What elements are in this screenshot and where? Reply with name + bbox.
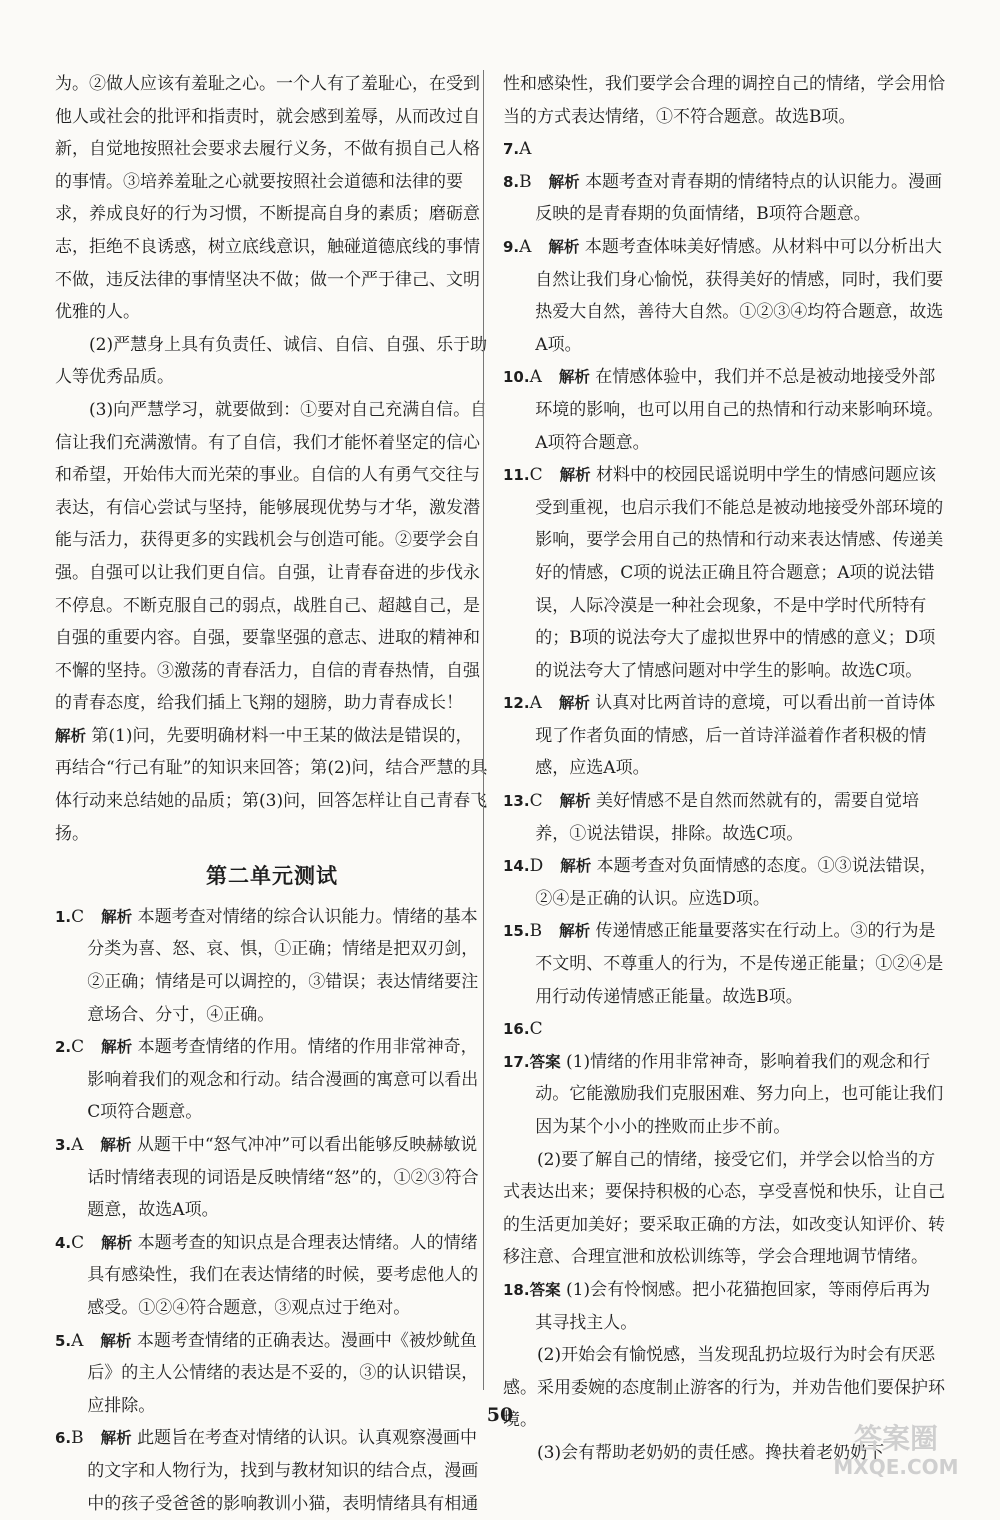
left-answer-list bbox=[55, 901, 489, 1520]
answer-item-9 bbox=[503, 231, 945, 361]
analysis-label: 解析 bbox=[548, 172, 580, 191]
answer-letter: A bbox=[529, 693, 542, 714]
item-number: 18. bbox=[503, 1280, 530, 1299]
item-number: 12. bbox=[503, 694, 530, 713]
analysis-label: 解析 bbox=[100, 1136, 132, 1154]
analysis-label: 解析 bbox=[558, 368, 590, 387]
item-number: 3. bbox=[55, 1136, 72, 1154]
analysis-label: 解析 bbox=[101, 907, 133, 926]
analysis-text: 本题考查对负面情感的态度。①③说法错误，②④是正确的认识。应选D项。 bbox=[535, 856, 937, 909]
analysis-label: 解析 bbox=[559, 466, 591, 485]
intro-paragraph-1: 为。②做人应该有羞耻之心。一个人有了羞耻心，在受到他人或社会的批评和指责时，就会感到羞辱，从而改过自新，自觉地按照社会要求去履行义务，不做有损自己人格的事情。③培养羞耻之心就要按照社会道德和法律的要求，养成良好的行为习惯，不断提高自身的素质；磨砺意志，拒绝不良诱惑，树立底线意识，触碰道德底线的事情不做，违反法律的事情坚决不做；做一个严于律己、文明优雅的人。 bbox=[55, 74, 480, 323]
answer-17-part-1: (1)情绪的作用非常神奇，影响着我们的观念和行动。它能激励我们克服困难、努力向上，也可能让我们因为某个小小的挫败而止步不前。 bbox=[535, 1051, 944, 1137]
answer-letter: B bbox=[529, 921, 543, 942]
analysis-text: 本题考查情绪的作用。情绪的作用非常神奇，影响着我们的观念和行动。结合漫画的寓意可以看出C项符合题意。 bbox=[87, 1037, 479, 1123]
answer-item-14 bbox=[503, 850, 945, 915]
analysis-label: 解析 bbox=[100, 1331, 132, 1350]
answer-18-part-1: (1)会有怜悯感。把小花猫抱回家，等雨停后再为其寻找主人。 bbox=[535, 1279, 931, 1333]
item-number: 2. bbox=[55, 1038, 72, 1057]
answer-letter: B bbox=[519, 171, 532, 192]
item-number: 10. bbox=[503, 368, 530, 387]
answer-item-6 bbox=[55, 1422, 489, 1520]
answer-letter: A bbox=[529, 367, 542, 388]
watermark-top: 答案圈 bbox=[853, 1422, 939, 1455]
answer-item-10 bbox=[503, 361, 945, 459]
item-number: 9. bbox=[503, 237, 520, 256]
analysis-text: 从题干中“怒气冲冲”可以看出能够反映赫敏说话时情绪表现的词语是反映情绪“怒”的，①②③符合题意，故选A项。 bbox=[87, 1135, 479, 1221]
analysis-text: 第(1)问，先要明确材料一中王某的做法是错误的，再结合“行己有耻”的知识来回答；第(2)问，结合严慧的具体行动来总结她的品质；第(3)问，回答怎样让自己青春飞扬。 bbox=[55, 725, 488, 844]
watermark-bottom: MXQE.COM bbox=[833, 1455, 959, 1479]
answer-letter: A bbox=[519, 236, 532, 257]
analysis-label: 解析 bbox=[559, 792, 591, 811]
answer-item-16 bbox=[503, 1013, 945, 1046]
answer-label: 答案 bbox=[529, 1052, 561, 1071]
answer-letter: B bbox=[71, 1428, 84, 1449]
item-number: 6. bbox=[55, 1429, 72, 1448]
analysis-label: 解析 bbox=[101, 1038, 133, 1057]
answer-17-part-2: (2)要了解自己的情绪，接受它们，并学会以恰当的方式表达出来；要保持积极的心态，享受喜悦和快乐，让自己的生活更加美好；要采取正确的方法，如改变认知评价、转移注意、合理宣泄和放松训练等，学会合理地调节情绪。 bbox=[503, 1149, 945, 1268]
continued-paragraph: 性和感染性，我们要学会合理的调控自己的情绪，学会用恰当的方式表达情绪，①不符合题意。故选B项。 bbox=[503, 74, 945, 127]
left-column bbox=[55, 68, 489, 1520]
analysis-text: 本题考查体味美好情感。从材料中可以分析出大自然让我们身心愉悦，获得美好的情感，同时，我们要热爱大自然，善待大自然。①②③④均符合题意，故选A项。 bbox=[535, 236, 944, 355]
answer-item-7 bbox=[503, 133, 945, 166]
answer-letter: C bbox=[71, 1037, 85, 1058]
answer-letter: C bbox=[529, 465, 543, 486]
analysis-text: 传递情感正能量要落实在行动上。③的行为是不文明、不尊重人的行为，不是传递正能量；①②④是用行动传递情感正能量。故选B项。 bbox=[535, 921, 944, 1007]
item-number: 4. bbox=[55, 1233, 72, 1252]
answer-item-13 bbox=[503, 785, 945, 850]
item-number: 17. bbox=[503, 1052, 530, 1071]
item-number: 15. bbox=[503, 922, 530, 941]
analysis-label: 解析 bbox=[548, 237, 580, 256]
answer-item-12 bbox=[503, 687, 945, 785]
answer-item-4 bbox=[55, 1227, 489, 1325]
item-number: 5. bbox=[55, 1331, 72, 1350]
intro-paragraph-3: (3)向严慧学习，就要做到：①要对自己充满自信。自信让我们充满激情。有了自信，我们才能怀着坚定的信心和希望，开始伟大而光荣的事业。自信的人有勇气交往与表达，有信心尝试与坚持，能够展现优势与才华，激发潜能与活力，获得更多的实践机会与创造可能。②要学会自强。自强可以让我们更自信。自强，让青春奋进的步伐永不停息。不断克服自己的弱点，战胜自己、超越自己，是自强的重要内容。自强，要靠坚强的意志、进取的精神和不懈的坚持。③激荡的青春活力，自信的青春热情，自强的青春态度，给我们插上飞翔的翅膀，助力青春成长！ bbox=[55, 399, 488, 714]
analysis-text: 材料中的校园民谣说明中学生的情感问题应该受到重视，也启示我们不能总是被动地接受外部环境的影响，要学会用自己的热情和行动来表达情感、传递美好的情感，C项的说法正确且符合题意；A项的说法错误，人际冷漠是一种社会现象，不是中学时代所特有的；B项的说法夸大了虚拟世界中的情感的意义；D项的说法夸大了情感问题对中学生的影响。故选C项。 bbox=[535, 465, 944, 681]
item-number: 1. bbox=[55, 907, 72, 926]
answer-item-11 bbox=[503, 459, 945, 687]
analysis-text: 本题考查对情绪的综合认识能力。情绪的基本分类为喜、怒、哀、惧，①正确；情绪是把双刃剑，②正确；情绪是可以调控的，③错误；表达情绪要注意场合、分寸，④正确。 bbox=[87, 906, 479, 1025]
answer-letter: C bbox=[529, 1019, 543, 1040]
analysis-label: 解析 bbox=[55, 726, 87, 745]
intro-paragraph-2: (2)严慧身上具有负责任、诚信、自信、自强、乐于助人等优秀品质。 bbox=[55, 334, 488, 388]
page-number: 50 bbox=[486, 1404, 514, 1426]
answer-item-3 bbox=[55, 1129, 489, 1227]
item-number: 8. bbox=[503, 172, 520, 191]
item-number: 11. bbox=[503, 466, 530, 485]
answer-letter: C bbox=[529, 791, 543, 812]
answer-letter: A bbox=[519, 139, 532, 160]
analysis-text: 此题旨在考查对情绪的认识。认真观察漫画中的文字和人物行为，找到与教材知识的结合点，漫画中的孩子受爸爸的影响教训小猫，表明情绪具有相通 bbox=[87, 1428, 479, 1514]
analysis-text: 本题考查对青春期的情绪特点的认识能力。漫画反映的是青春期的负面情绪，B项符合题意。 bbox=[535, 171, 943, 225]
answer-letter: D bbox=[529, 856, 544, 877]
answer-18-part-3: (3)会有帮助老奶奶的责任感。搀扶着老奶奶下 bbox=[537, 1442, 885, 1463]
answer-letter: C bbox=[71, 906, 85, 927]
analysis-label: 解析 bbox=[559, 922, 591, 941]
answer-18-part-2: (2)开始会有愉悦感，当发现乱扔垃圾行为时会有厌恶感。采用委婉的态度制止游客的行为，并劝告他们要保护环境。 bbox=[503, 1345, 945, 1431]
analysis-label: 解析 bbox=[101, 1233, 133, 1252]
answer-item-15 bbox=[503, 915, 945, 1013]
right-answer-list bbox=[503, 133, 945, 1046]
analysis-text: 在情感体验中，我们并不总是被动地接受外部环境的影响，也可以用自己的热情和行动来影响环境。A项符合题意。 bbox=[535, 367, 944, 453]
answer-item-18 bbox=[503, 1274, 945, 1339]
item-number: 14. bbox=[503, 857, 530, 876]
answer-item-1 bbox=[55, 901, 489, 1031]
analysis-text: 本题考查情绪的正确表达。漫画中《被炒鱿鱼后》的主人公情绪的表达是不妥的，③的认识错误，应排除。 bbox=[87, 1330, 479, 1416]
analysis-text: 本题考查的知识点是合理表达情绪。人的情绪具有感染性，我们在表达情绪的时候，要考虑他人的感受。①②④符合题意，③观点过于绝对。 bbox=[87, 1232, 479, 1318]
analysis-text: 认真对比两首诗的意境，可以看出前一首诗体现了作者负面的情感，后一首诗洋溢着作者积极的情感，应选A项。 bbox=[535, 693, 936, 779]
analysis-text: 美好情感不是自然而然就有的，需要自觉培养，①说法错误，排除。故选C项。 bbox=[535, 791, 920, 844]
analysis-paragraph bbox=[55, 720, 489, 850]
column-divider bbox=[483, 70, 484, 1390]
answer-letter: A bbox=[71, 1330, 84, 1351]
right-column bbox=[503, 68, 945, 1470]
analysis-label: 解析 bbox=[100, 1429, 132, 1448]
item-number: 16. bbox=[503, 1020, 530, 1039]
answer-item-2 bbox=[55, 1031, 489, 1129]
answer-letter: C bbox=[71, 1232, 85, 1253]
section-title: 第二单元测试 bbox=[206, 864, 338, 889]
watermark-logo bbox=[806, 1418, 986, 1480]
answer-letter: A bbox=[71, 1135, 84, 1155]
analysis-label: 解析 bbox=[558, 694, 590, 713]
answer-label: 答案 bbox=[529, 1280, 561, 1299]
analysis-label: 解析 bbox=[560, 857, 592, 876]
answer-item-8 bbox=[503, 166, 945, 231]
item-number: 7. bbox=[503, 140, 520, 159]
item-number: 13. bbox=[503, 792, 530, 811]
answer-item-17 bbox=[503, 1046, 945, 1144]
